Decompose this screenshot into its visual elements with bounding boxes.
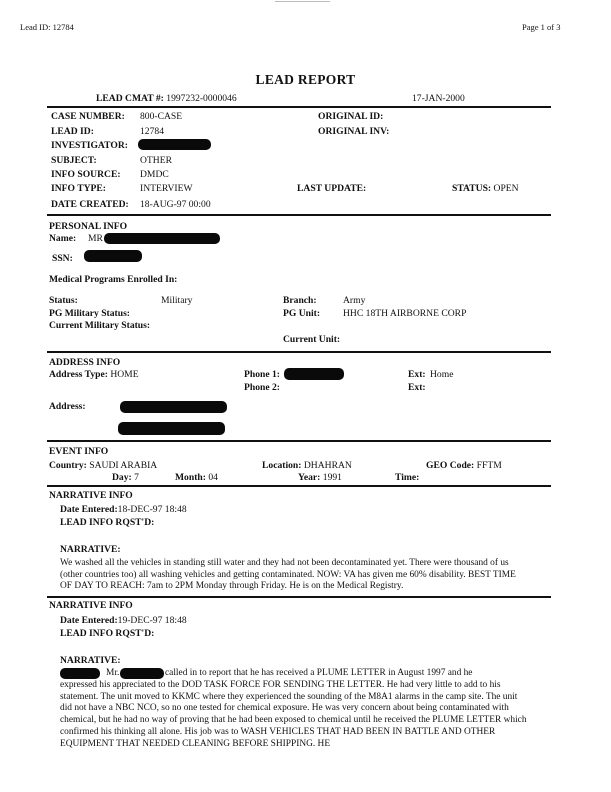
current-unit-label: Current Unit: (283, 334, 341, 345)
branch-value: Army (343, 295, 366, 306)
country-label: Country: (49, 460, 87, 471)
geo-code-label: GEO Code: (426, 460, 475, 471)
narrative-text: We washed all the vehicles in standing still water and they had not been decontaminated yet. There were thousand of us (other countries too) all washing vehicles and getting contaminated. NOW: VA has given me 60% disability. BEST TIME OF DAY TO REACH: 7am to 2PM Monday through Friday. He is on the Medical Registry. (60, 558, 516, 592)
info-type-value: INTERVIEW (140, 183, 193, 194)
status-field (452, 183, 519, 194)
date-entered-value: 18-DEC-97 18:48 (117, 504, 187, 515)
redaction-bar (120, 668, 164, 679)
geo-code-field (426, 460, 502, 471)
header-page-number: Page 1 of 3 (522, 22, 561, 32)
event-info-heading: EVENT INFO (49, 446, 109, 457)
cmat-value: 1997232-0000046 (166, 93, 237, 104)
case-number-label: CASE NUMBER: (51, 111, 125, 122)
divider (47, 214, 551, 216)
address-info-heading: ADDRESS INFO (49, 357, 121, 368)
date-entered-field (60, 615, 187, 626)
phone1-label: Phone 1: (244, 369, 280, 380)
header-lead-id: Lead ID: 12784 (20, 22, 74, 32)
info-source-label: INFO SOURCE: (51, 169, 121, 180)
month-field (175, 472, 218, 483)
lead-id-value: 12784 (140, 126, 164, 137)
pg-military-status-label: PG Military Status: (49, 308, 131, 319)
month-label: Month: (175, 472, 206, 483)
narrative-label: NARRATIVE: (60, 655, 121, 666)
date-created-label: DATE CREATED: (51, 199, 129, 210)
phone2-label: Phone 2: (244, 382, 280, 393)
original-id-label: ORIGINAL ID: (318, 111, 384, 122)
ssn-label: SSN: (52, 253, 73, 264)
redaction-bar (118, 422, 225, 435)
date-entered-field (60, 504, 187, 515)
day-value: 7 (134, 472, 139, 483)
lead-id-label: LEAD ID: (51, 126, 94, 137)
narrative-info-heading: NARRATIVE INFO (49, 600, 133, 611)
subject-label: SUBJECT: (51, 155, 97, 166)
address-type-value: HOME (110, 369, 139, 380)
country-field (49, 460, 157, 471)
narrative-mr: Mr. (106, 668, 120, 678)
status-value-personal: Military (161, 295, 193, 306)
ext1-value: Home (430, 369, 454, 380)
year-field (298, 472, 342, 483)
lead-info-rqstd-label: LEAD INFO RQST'D: (60, 628, 155, 639)
cmat-line (96, 93, 237, 104)
redaction-bar (138, 139, 211, 150)
narrative-label: NARRATIVE: (60, 544, 121, 555)
time-label: Time: (395, 472, 420, 483)
current-military-status-label: Current Military Status: (49, 320, 151, 331)
ext1-label: Ext: (408, 369, 426, 380)
lead-info-rqstd-label: LEAD INFO RQST'D: (60, 517, 155, 528)
pg-unit-label: PG Unit: (283, 308, 321, 319)
name-prefix: MR (88, 233, 103, 244)
redaction-bar (104, 233, 220, 244)
cmat-label: LEAD CMAT #: (96, 93, 164, 104)
date-created-value: 18-AUG-97 00:00 (140, 199, 211, 210)
divider (47, 440, 551, 442)
address-type-field (49, 369, 139, 380)
date-entered-label: Date Entered: (60, 615, 118, 626)
location-field (262, 460, 352, 471)
info-type-label: INFO TYPE: (51, 183, 106, 194)
date-entered-value: 19-DEC-97 18:48 (117, 615, 187, 626)
day-label: Day: (112, 472, 132, 483)
geo-code-value: FFTM (476, 460, 502, 471)
year-value: 1991 (322, 472, 342, 483)
redaction-bar (84, 250, 142, 262)
status-label-personal: Status: (49, 295, 78, 306)
redaction-bar (120, 401, 227, 413)
location-label: Location: (262, 460, 302, 471)
address-type-label: Address Type: (49, 369, 108, 380)
divider (47, 106, 551, 108)
ext2-label: Ext: (408, 382, 426, 393)
pg-unit-value: HHC 18TH AIRBORNE CORP (343, 308, 467, 319)
branch-label: Branch: (283, 295, 317, 306)
report-title: LEAD REPORT (255, 72, 356, 87)
scan-artifact-line (275, 1, 330, 2)
medical-programs-label: Medical Programs Enrolled In: (49, 274, 178, 285)
date-entered-label: Date Entered: (60, 504, 118, 515)
year-label: Year: (298, 472, 321, 483)
name-label: Name: (49, 233, 77, 244)
status-label: STATUS: (452, 183, 492, 194)
location-value: DHAHRAN (303, 460, 352, 471)
divider (47, 351, 551, 353)
divider (47, 485, 551, 487)
narrative-text: expressed his appreciated to the DOD TASK FORCE FOR SENDING THE LETTER. He had very little to add to his statement. The unit moved to KKMC where they experienced the sounding of the M8A1 alarms in the camp site. The unit did not have a NBC NCO, so no one tested for chemical exposure. He was very concern about being contaminated with chemical, but he had no way of proving that he had been exposed to chemical until he received the PLUME LETTER which confirmed his thinking all alone. His job was to WASH VEHICLES THAT HAD BEEN IN BATTLE AND OTHER EQUIPMENT THAT NEEDED CLEANING BEFORE SHIPPING. HE (60, 680, 527, 749)
redaction-bar (284, 368, 344, 380)
original-inv-label: ORIGINAL INV: (318, 126, 390, 137)
investigator-label: INVESTIGATOR: (51, 140, 128, 151)
case-number-value: 800-CASE (140, 111, 183, 122)
narrative-info-heading: NARRATIVE INFO (49, 490, 133, 501)
divider (47, 596, 551, 598)
address-label: Address: (49, 401, 86, 412)
narrative-text-first-line: called in to report that he has received a PLUME LETTER in August 1997 and he (165, 668, 473, 678)
info-source-value: DMDC (140, 169, 169, 180)
country-value: SAUDI ARABIA (89, 460, 158, 471)
month-value: 04 (208, 472, 218, 483)
redaction-bar (60, 668, 100, 679)
status-value: OPEN (493, 183, 519, 194)
day-field (112, 472, 139, 483)
subject-value: OTHER (140, 155, 172, 166)
cmat-date: 17-JAN-2000 (412, 93, 465, 104)
last-update-label: LAST UPDATE: (297, 183, 367, 194)
personal-info-heading: PERSONAL INFO (49, 221, 128, 232)
